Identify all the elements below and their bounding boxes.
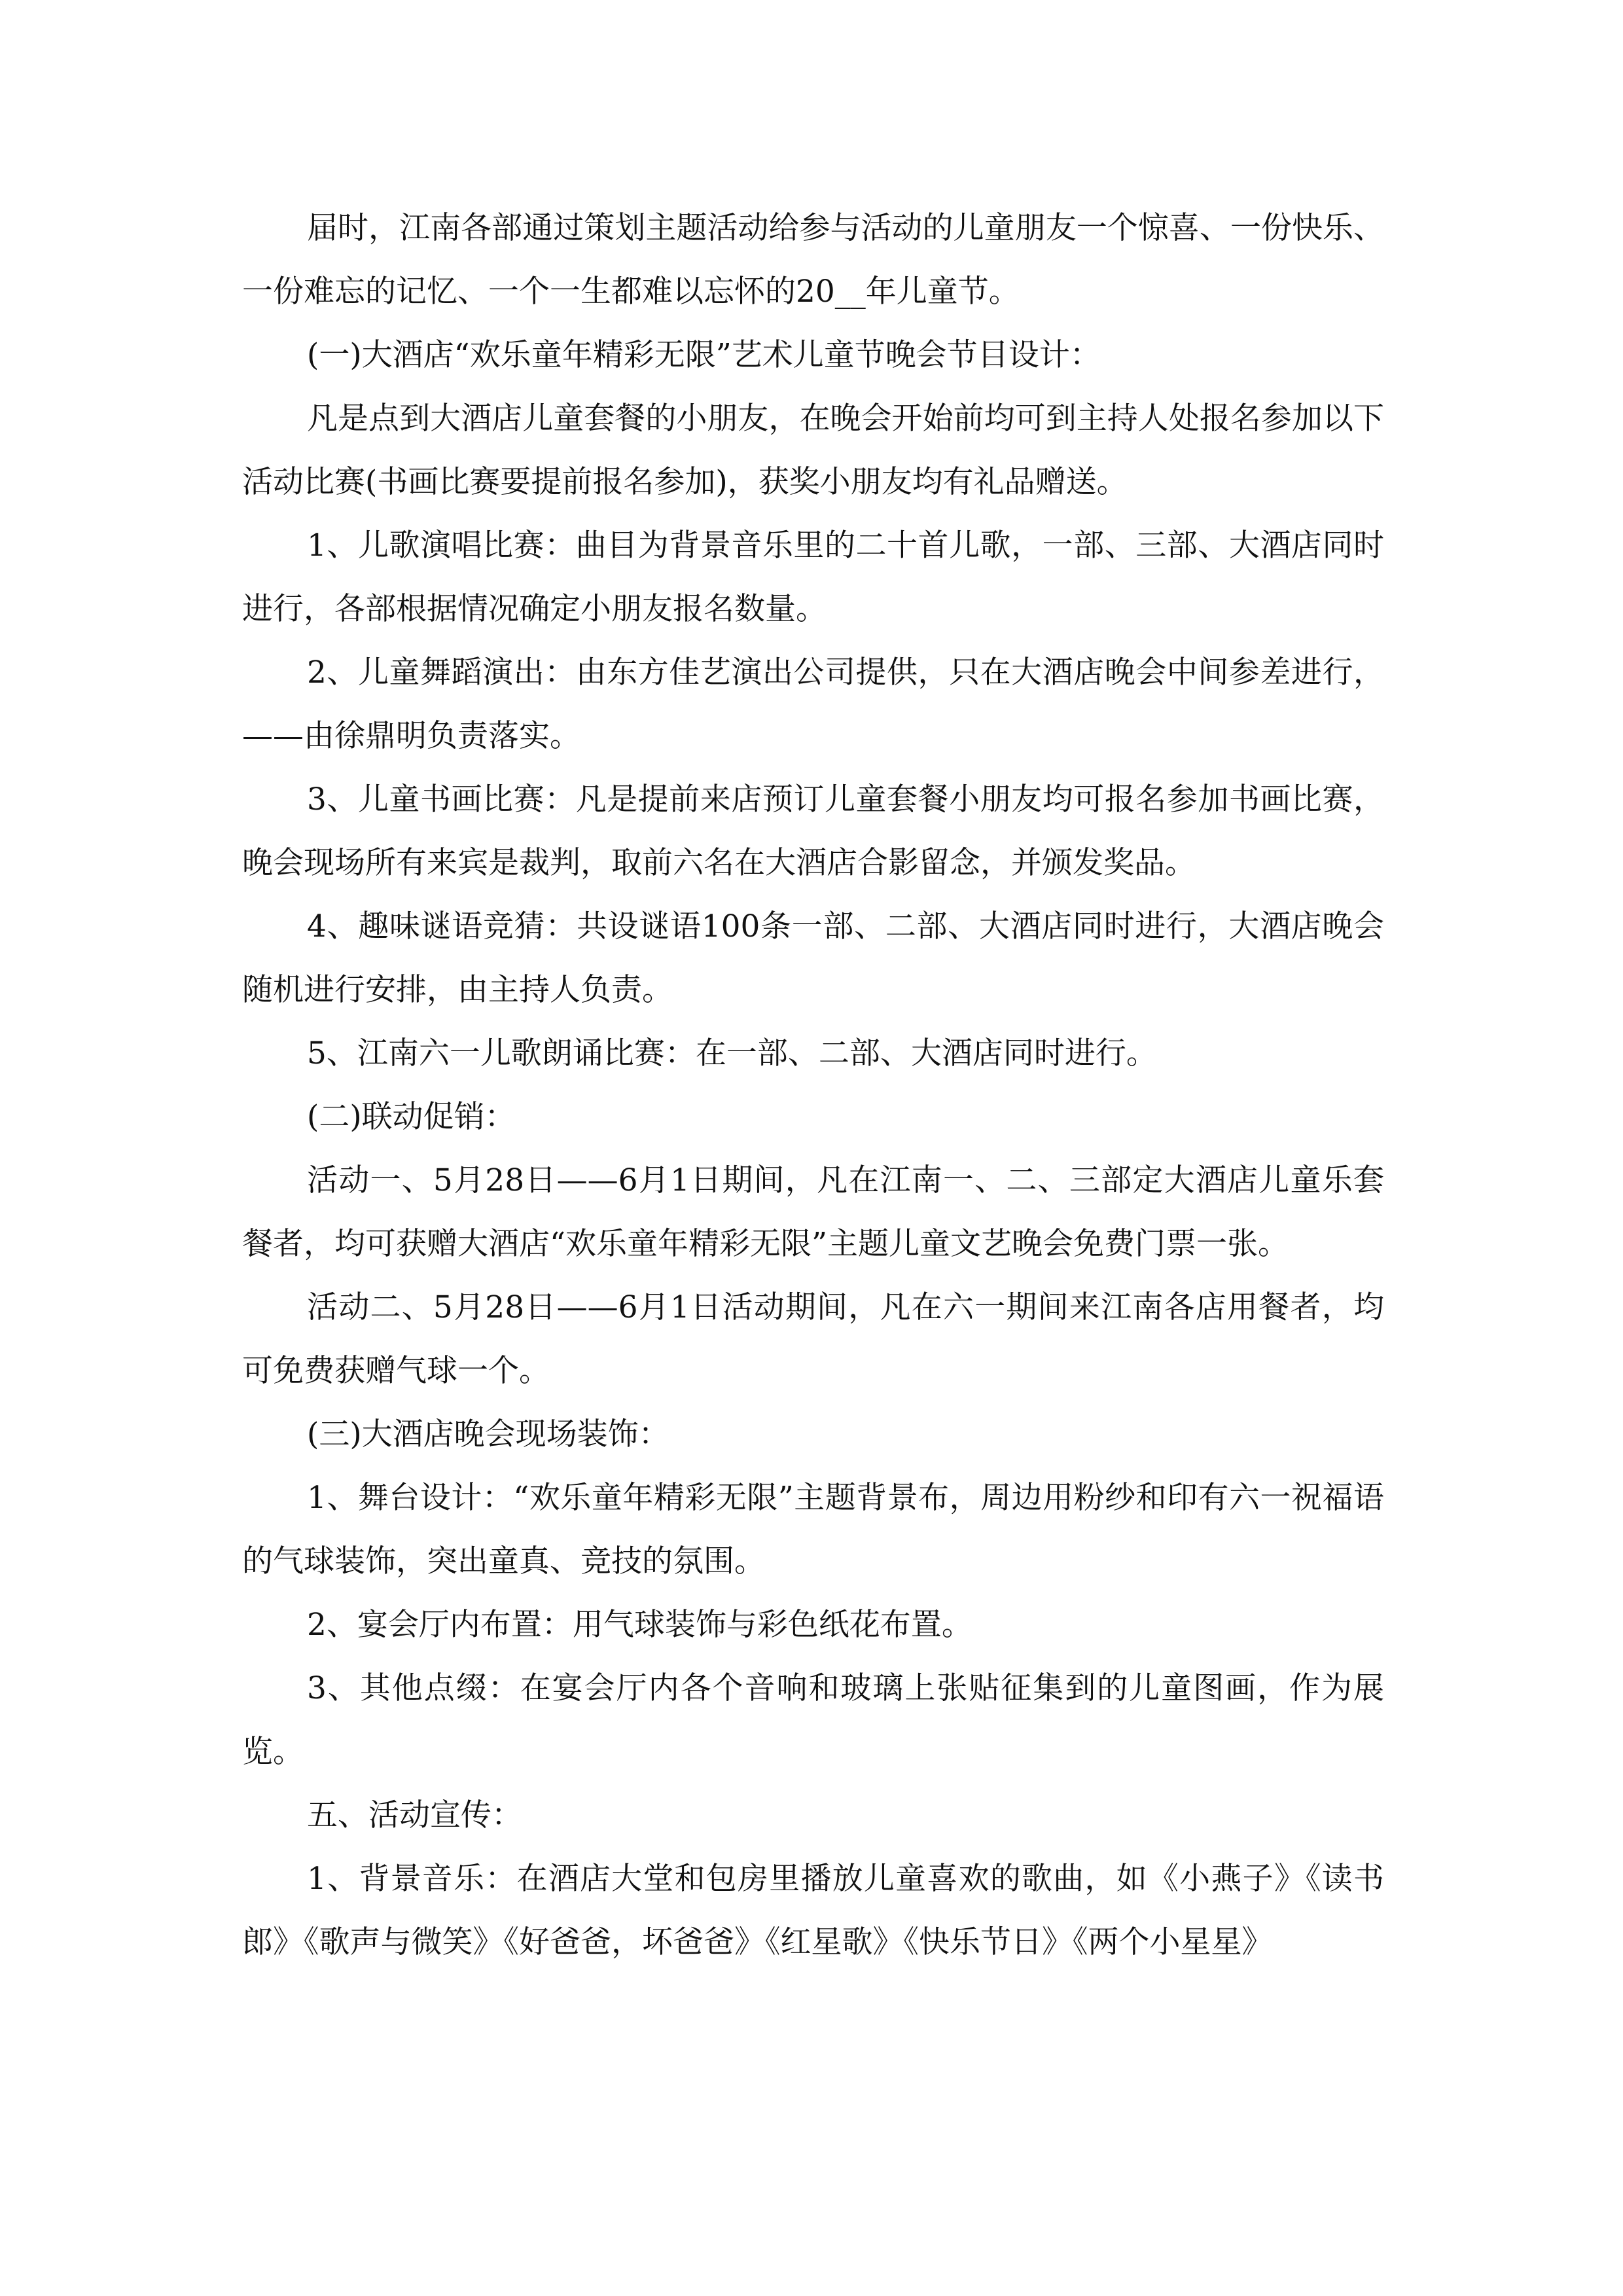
paragraph-opening: 届时，江南各部通过策划主题活动给参与活动的儿童朋友一个惊喜、一份快乐、一份难忘的记忆、一个一生都难以忘怀的20__年儿童节。 [242, 210, 1384, 310]
list-item-dance-show: 2、儿童舞蹈演出：由东方佳艺演出公司提供，只在大酒店晚会中间参差进行，——由徐鼎明负责落实。 [242, 655, 1384, 754]
list-item-song-contest: 1、儿歌演唱比赛：曲目为背景音乐里的二十首儿歌，一部、三部、大酒店同时进行，各部根据情况确定小朋友报名数量。 [242, 528, 1384, 627]
section-heading-publicity: 五、活动宣传： [307, 1797, 522, 1833]
paragraph-activity-one: 活动一、5月28日——6月1日期间，凡在江南一、二、三部定大酒店儿童乐套餐者，均可获赠大酒店“欢乐童年精彩无限”主题儿童文艺晚会免费门票一张。 [242, 1162, 1384, 1262]
paragraph-registration: 凡是点到大酒店儿童套餐的小朋友，在晚会开始前均可到主持人处报名参加以下活动比赛(书画比赛要提前报名参加)，获奖小朋友均有礼品赠送。 [242, 401, 1384, 500]
list-item-stage-design: 1、舞台设计：“欢乐童年精彩无限”主题背景布，周边用粉纱和印有六一祝福语的气球装饰，突出童真、竞技的氛围。 [242, 1480, 1384, 1579]
list-item-recitation-contest: 5、江南六一儿歌朗诵比赛：在一部、二部、大酒店同时进行。 [307, 1035, 1157, 1071]
section-heading-joint-promotion: (二)联动促销： [307, 1099, 516, 1135]
document-body [242, 196, 1384, 1974]
list-item-hall-layout: 2、宴会厅内布置：用气球装饰与彩色纸花布置。 [307, 1607, 972, 1643]
list-item-riddle-game: 4、趣味谜语竞猜：共设谜语100条一部、二部、大酒店同时进行，大酒店晚会随机进行安排，由主持人负责。 [242, 908, 1384, 1008]
list-item-painting-contest: 3、儿童书画比赛：凡是提前来店预订儿童套餐小朋友均可报名参加书画比赛，晚会现场所有来宾是裁判，取前六名在大酒店合影留念，并颁发奖品。 [242, 781, 1384, 881]
paragraph-activity-two: 活动二、5月28日——6月1日活动期间，凡在六一期间来江南各店用餐者，均可免费获赠气球一个。 [242, 1289, 1384, 1389]
section-heading-program-design: (一)大酒店“欢乐童年精彩无限”艺术儿童节晚会节目设计： [307, 337, 1101, 373]
section-heading-venue-decoration: (三)大酒店晚会现场装饰： [307, 1416, 669, 1452]
list-item-background-music: 1、背景音乐：在酒店大堂和包房里播放儿童喜欢的歌曲，如《小燕子》《读书郎》《歌声与微笑》《好爸爸，坏爸爸》《红星歌》《快乐节日》《两个小星星》 [242, 1861, 1384, 1960]
list-item-other-decor: 3、其他点缀：在宴会厅内各个音响和玻璃上张贴征集到的儿童图画，作为展览。 [242, 1670, 1384, 1770]
